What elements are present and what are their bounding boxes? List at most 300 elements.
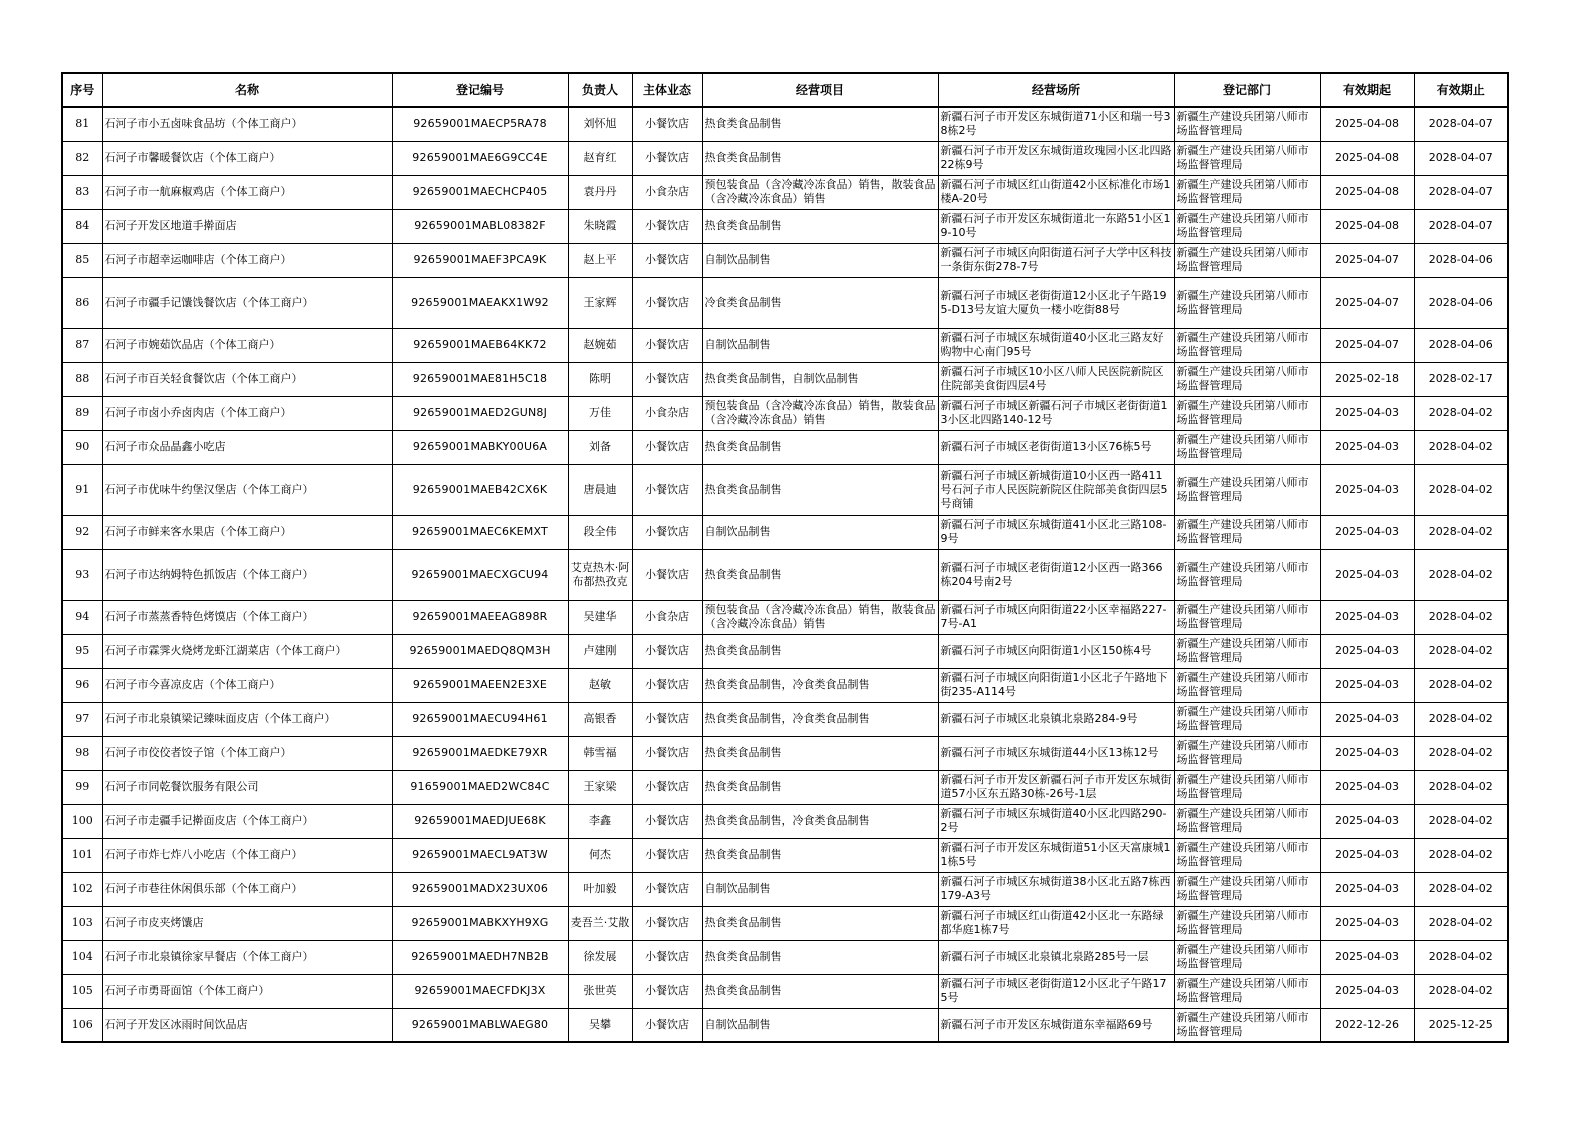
- cell-type: 小食杂店: [632, 175, 702, 209]
- cell-name: 石河子市勇哥面馆（个体工商户）: [102, 974, 392, 1008]
- cell-project: 预包装食品（含冷藏冷冻食品）销售，散装食品（含冷藏冷冻食品）销售: [702, 600, 938, 634]
- cell-name: 石河子市皮夹烤馕店: [102, 906, 392, 940]
- cell-seq: 87: [62, 328, 102, 362]
- cell-code: 92659001MAEDJUE68K: [392, 804, 568, 838]
- cell-person: 张世英: [568, 974, 632, 1008]
- table-row: [62, 430, 1508, 464]
- cell-name: 石河子市卤小乔卤肉店（个体工商户）: [102, 396, 392, 430]
- cell-seq: 91: [62, 464, 102, 515]
- cell-name: 石河子市同乾餐饮服务有限公司: [102, 770, 392, 804]
- cell-seq: 90: [62, 430, 102, 464]
- cell-type: 小餐饮店: [632, 906, 702, 940]
- cell-end: 2028-04-02: [1414, 906, 1508, 940]
- header-code: 登记编号: [392, 73, 568, 107]
- cell-project: 热食类食品制售，冷食类食品制售: [702, 804, 938, 838]
- cell-project: 热食类食品制售: [702, 906, 938, 940]
- cell-start: 2025-04-03: [1320, 974, 1414, 1008]
- cell-name: 石河子市小五卤味食品坊（个体工商户）: [102, 107, 392, 141]
- cell-type: 小餐饮店: [632, 362, 702, 396]
- cell-code: 92659001MAEB42CX6K: [392, 464, 568, 515]
- cell-dept: 新疆生产建设兵团第八师市场监督管理局: [1174, 838, 1320, 872]
- cell-end: 2028-04-02: [1414, 549, 1508, 600]
- table-row: [62, 362, 1508, 396]
- cell-project: 自制饮品制售: [702, 1008, 938, 1042]
- cell-project: 热食类食品制售: [702, 430, 938, 464]
- cell-project: 热食类食品制售: [702, 549, 938, 600]
- cell-project: 热食类食品制售，冷食类食品制售: [702, 668, 938, 702]
- cell-type: 小餐饮店: [632, 668, 702, 702]
- cell-seq: 105: [62, 974, 102, 1008]
- cell-start: 2025-04-03: [1320, 940, 1414, 974]
- cell-code: 92659001MAEDQ8QM3H: [392, 634, 568, 668]
- table-row: [62, 277, 1508, 328]
- cell-dept: 新疆生产建设兵团第八师市场监督管理局: [1174, 549, 1320, 600]
- cell-project: 自制饮品制售: [702, 515, 938, 549]
- table-row: [62, 668, 1508, 702]
- cell-place: 新疆石河子市城区新疆石河子市城区老街街道13小区北四路140-12号: [938, 396, 1174, 430]
- table-row: [62, 974, 1508, 1008]
- cell-start: 2025-02-18: [1320, 362, 1414, 396]
- cell-end: 2028-04-02: [1414, 804, 1508, 838]
- cell-code: 92659001MABL08382F: [392, 209, 568, 243]
- cell-place: 新疆石河子市城区向阳街道1小区150栋4号: [938, 634, 1174, 668]
- cell-dept: 新疆生产建设兵团第八师市场监督管理局: [1174, 600, 1320, 634]
- cell-end: 2028-04-07: [1414, 107, 1508, 141]
- cell-code: 92659001MAEC6KEMXT: [392, 515, 568, 549]
- table-row: [62, 549, 1508, 600]
- cell-person: 朱晓霞: [568, 209, 632, 243]
- cell-end: 2028-04-02: [1414, 396, 1508, 430]
- table-row: [62, 940, 1508, 974]
- cell-seq: 84: [62, 209, 102, 243]
- table-row: [62, 209, 1508, 243]
- header-seq: 序号: [62, 73, 102, 107]
- cell-start: 2025-04-08: [1320, 141, 1414, 175]
- cell-seq: 92: [62, 515, 102, 549]
- cell-project: 热食类食品制售，冷食类食品制售: [702, 702, 938, 736]
- cell-start: 2025-04-03: [1320, 736, 1414, 770]
- cell-project: 预包装食品（含冷藏冷冻食品）销售，散装食品（含冷藏冷冻食品）销售: [702, 396, 938, 430]
- cell-name: 石河子市达纳姆特色抓饭店（个体工商户）: [102, 549, 392, 600]
- cell-type: 小餐饮店: [632, 107, 702, 141]
- header-name: 名称: [102, 73, 392, 107]
- cell-dept: 新疆生产建设兵团第八师市场监督管理局: [1174, 702, 1320, 736]
- cell-end: 2028-04-06: [1414, 243, 1508, 277]
- cell-seq: 85: [62, 243, 102, 277]
- license-table-container: [61, 72, 1507, 1043]
- cell-type: 小餐饮店: [632, 804, 702, 838]
- cell-start: 2025-04-03: [1320, 804, 1414, 838]
- table-row: [62, 702, 1508, 736]
- header-type: 主体业态: [632, 73, 702, 107]
- table-row: [62, 175, 1508, 209]
- header-end: 有效期止: [1414, 73, 1508, 107]
- table-row: [62, 515, 1508, 549]
- cell-start: 2025-04-07: [1320, 328, 1414, 362]
- cell-dept: 新疆生产建设兵团第八师市场监督管理局: [1174, 362, 1320, 396]
- cell-person: 艾克热木·阿布都热孜克: [568, 549, 632, 600]
- cell-project: 冷食类食品制售: [702, 277, 938, 328]
- cell-dept: 新疆生产建设兵团第八师市场监督管理局: [1174, 328, 1320, 362]
- cell-type: 小餐饮店: [632, 702, 702, 736]
- cell-type: 小餐饮店: [632, 974, 702, 1008]
- table-row: [62, 770, 1508, 804]
- cell-project: 热食类食品制售: [702, 736, 938, 770]
- cell-end: 2028-04-02: [1414, 736, 1508, 770]
- table-row: [62, 328, 1508, 362]
- cell-end: 2028-04-02: [1414, 634, 1508, 668]
- table-row: [62, 838, 1508, 872]
- cell-code: 92659001MAEB64KK72: [392, 328, 568, 362]
- cell-type: 小食杂店: [632, 396, 702, 430]
- cell-dept: 新疆生产建设兵团第八师市场监督管理局: [1174, 209, 1320, 243]
- cell-dept: 新疆生产建设兵团第八师市场监督管理局: [1174, 770, 1320, 804]
- cell-dept: 新疆生产建设兵团第八师市场监督管理局: [1174, 430, 1320, 464]
- cell-project: 自制饮品制售: [702, 243, 938, 277]
- cell-place: 新疆石河子市城区北泉镇北泉路285号一层: [938, 940, 1174, 974]
- cell-person: 陈明: [568, 362, 632, 396]
- table-row: [62, 1008, 1508, 1042]
- cell-seq: 97: [62, 702, 102, 736]
- header-person: 负责人: [568, 73, 632, 107]
- cell-seq: 106: [62, 1008, 102, 1042]
- cell-start: 2025-04-08: [1320, 107, 1414, 141]
- header-start: 有效期起: [1320, 73, 1414, 107]
- cell-start: 2025-04-03: [1320, 600, 1414, 634]
- table-row: [62, 872, 1508, 906]
- cell-place: 新疆石河子市开发区东城街道71小区和瑞一号38栋2号: [938, 107, 1174, 141]
- cell-code: 92659001MABLWAEG80: [392, 1008, 568, 1042]
- cell-code: 92659001MAECL9AT3W: [392, 838, 568, 872]
- cell-code: 92659001MAECXGCU94: [392, 549, 568, 600]
- cell-end: 2028-04-02: [1414, 464, 1508, 515]
- cell-seq: 101: [62, 838, 102, 872]
- cell-place: 新疆石河子市开发区东城街道玫瑰园小区北四路22栋9号: [938, 141, 1174, 175]
- cell-seq: 93: [62, 549, 102, 600]
- table-row: [62, 464, 1508, 515]
- cell-end: 2028-04-02: [1414, 515, 1508, 549]
- cell-name: 石河子市巷往休闲俱乐部（个体工商户）: [102, 872, 392, 906]
- cell-seq: 98: [62, 736, 102, 770]
- cell-type: 小餐饮店: [632, 430, 702, 464]
- cell-code: 92659001MAED2GUN8J: [392, 396, 568, 430]
- cell-start: 2025-04-03: [1320, 770, 1414, 804]
- cell-type: 小餐饮店: [632, 634, 702, 668]
- cell-name: 石河子市超幸运咖啡店（个体工商户）: [102, 243, 392, 277]
- cell-start: 2025-04-07: [1320, 277, 1414, 328]
- cell-dept: 新疆生产建设兵团第八师市场监督管理局: [1174, 141, 1320, 175]
- cell-dept: 新疆生产建设兵团第八师市场监督管理局: [1174, 974, 1320, 1008]
- table-row: [62, 141, 1508, 175]
- cell-person: 唐晨迪: [568, 464, 632, 515]
- cell-dept: 新疆生产建设兵团第八师市场监督管理局: [1174, 940, 1320, 974]
- cell-place: 新疆石河子市城区北泉镇北泉路284-9号: [938, 702, 1174, 736]
- cell-end: 2028-04-02: [1414, 838, 1508, 872]
- table-row: [62, 243, 1508, 277]
- cell-name: 石河子市婉茹饮品店（个体工商户）: [102, 328, 392, 362]
- cell-code: 92659001MAEF3PCA9K: [392, 243, 568, 277]
- cell-code: 92659001MAECFDKJ3X: [392, 974, 568, 1008]
- cell-person: 刘怀旭: [568, 107, 632, 141]
- cell-seq: 103: [62, 906, 102, 940]
- cell-seq: 82: [62, 141, 102, 175]
- cell-end: 2028-04-02: [1414, 940, 1508, 974]
- cell-person: 赵上平: [568, 243, 632, 277]
- table-row: [62, 634, 1508, 668]
- cell-project: 热食类食品制售: [702, 107, 938, 141]
- cell-place: 新疆石河子市开发区新疆石河子市开发区东城街道57小区东五路30栋-26号-1层: [938, 770, 1174, 804]
- cell-type: 小餐饮店: [632, 940, 702, 974]
- cell-place: 新疆石河子市开发区东城街道51小区天富康城11栋5号: [938, 838, 1174, 872]
- cell-seq: 96: [62, 668, 102, 702]
- cell-project: 自制饮品制售: [702, 872, 938, 906]
- cell-code: 92659001MABKXYH9XG: [392, 906, 568, 940]
- cell-dept: 新疆生产建设兵团第八师市场监督管理局: [1174, 243, 1320, 277]
- cell-name: 石河子市众品晶鑫小吃店: [102, 430, 392, 464]
- cell-code: 91659001MAED2WC84C: [392, 770, 568, 804]
- cell-start: 2025-04-03: [1320, 668, 1414, 702]
- cell-end: 2028-04-07: [1414, 209, 1508, 243]
- cell-seq: 100: [62, 804, 102, 838]
- table-row: [62, 107, 1508, 141]
- cell-name: 石河子开发区冰雨时间饮品店: [102, 1008, 392, 1042]
- header-project: 经营项目: [702, 73, 938, 107]
- cell-person: 叶加毅: [568, 872, 632, 906]
- cell-type: 小餐饮店: [632, 277, 702, 328]
- cell-dept: 新疆生产建设兵团第八师市场监督管理局: [1174, 736, 1320, 770]
- license-table: [61, 72, 1509, 1043]
- table-row: [62, 804, 1508, 838]
- cell-end: 2028-04-02: [1414, 974, 1508, 1008]
- cell-place: 新疆石河子市城区红山街道42小区标准化市场1楼A-20号: [938, 175, 1174, 209]
- cell-person: 李鑫: [568, 804, 632, 838]
- cell-person: 万佳: [568, 396, 632, 430]
- cell-project: 热食类食品制售: [702, 634, 938, 668]
- cell-end: 2028-04-07: [1414, 175, 1508, 209]
- cell-name: 石河子市馨暖餐饮店（个体工商户）: [102, 141, 392, 175]
- cell-place: 新疆石河子市开发区东城街道东幸福路69号: [938, 1008, 1174, 1042]
- cell-type: 小食杂店: [632, 600, 702, 634]
- cell-person: 段全伟: [568, 515, 632, 549]
- cell-project: 热食类食品制售: [702, 209, 938, 243]
- cell-type: 小餐饮店: [632, 243, 702, 277]
- cell-code: 92659001MAECU94H61: [392, 702, 568, 736]
- cell-end: 2028-04-06: [1414, 277, 1508, 328]
- cell-name: 石河子市蒸蒸香特色烤馍店（个体工商户）: [102, 600, 392, 634]
- cell-end: 2028-04-02: [1414, 430, 1508, 464]
- cell-place: 新疆石河子市城区东城街道44小区13栋12号: [938, 736, 1174, 770]
- cell-name: 石河子市佼佼者饺子馆（个体工商户）: [102, 736, 392, 770]
- cell-code: 92659001MAECP5RA78: [392, 107, 568, 141]
- cell-end: 2028-04-02: [1414, 872, 1508, 906]
- cell-code: 92659001MAEEN2E3XE: [392, 668, 568, 702]
- cell-start: 2025-04-03: [1320, 464, 1414, 515]
- cell-start: 2025-04-03: [1320, 515, 1414, 549]
- cell-code: 92659001MABKY00U6A: [392, 430, 568, 464]
- cell-type: 小餐饮店: [632, 549, 702, 600]
- cell-type: 小餐饮店: [632, 328, 702, 362]
- cell-place: 新疆石河子市城区东城街道40小区北四路290-2号: [938, 804, 1174, 838]
- cell-dept: 新疆生产建设兵团第八师市场监督管理局: [1174, 277, 1320, 328]
- cell-name: 石河子市今喜凉皮店（个体工商户）: [102, 668, 392, 702]
- cell-start: 2025-04-03: [1320, 634, 1414, 668]
- cell-type: 小餐饮店: [632, 736, 702, 770]
- cell-seq: 81: [62, 107, 102, 141]
- header-place: 经营场所: [938, 73, 1174, 107]
- cell-place: 新疆石河子市城区老街街道13小区76栋5号: [938, 430, 1174, 464]
- table-body: [62, 107, 1508, 1042]
- cell-code: 92659001MAE6G9CC4E: [392, 141, 568, 175]
- cell-end: 2028-02-17: [1414, 362, 1508, 396]
- cell-start: 2025-04-03: [1320, 838, 1414, 872]
- cell-name: 石河子市霖霁火烧烤龙虾江湖菜店（个体工商户）: [102, 634, 392, 668]
- cell-start: 2025-04-08: [1320, 209, 1414, 243]
- cell-name: 石河子市一航麻椒鸡店（个体工商户）: [102, 175, 392, 209]
- table-header-row: [62, 73, 1508, 107]
- cell-name: 石河子市北泉镇徐家早餐店（个体工商户）: [102, 940, 392, 974]
- cell-name: 石河子市优味牛约堡汉堡店（个体工商户）: [102, 464, 392, 515]
- cell-place: 新疆石河子市城区东城街道41小区北三路108-9号: [938, 515, 1174, 549]
- cell-dept: 新疆生产建设兵团第八师市场监督管理局: [1174, 107, 1320, 141]
- cell-person: 王家辉: [568, 277, 632, 328]
- cell-dept: 新疆生产建设兵团第八师市场监督管理局: [1174, 175, 1320, 209]
- cell-end: 2028-04-02: [1414, 770, 1508, 804]
- cell-project: 自制饮品制售: [702, 328, 938, 362]
- cell-start: 2025-04-03: [1320, 549, 1414, 600]
- cell-place: 新疆石河子市城区红山街道42小区北一东路绿都华庭1栋7号: [938, 906, 1174, 940]
- cell-dept: 新疆生产建设兵团第八师市场监督管理局: [1174, 634, 1320, 668]
- cell-place: 新疆石河子市城区老街街道12小区西一路366栋204号南2号: [938, 549, 1174, 600]
- cell-end: 2028-04-06: [1414, 328, 1508, 362]
- cell-end: 2028-04-02: [1414, 668, 1508, 702]
- cell-start: 2025-04-08: [1320, 175, 1414, 209]
- cell-seq: 104: [62, 940, 102, 974]
- cell-type: 小餐饮店: [632, 464, 702, 515]
- cell-type: 小餐饮店: [632, 838, 702, 872]
- cell-start: 2025-04-03: [1320, 872, 1414, 906]
- cell-end: 2028-04-02: [1414, 702, 1508, 736]
- cell-start: 2025-04-07: [1320, 243, 1414, 277]
- cell-project: 热食类食品制售，自制饮品制售: [702, 362, 938, 396]
- cell-end: 2025-12-25: [1414, 1008, 1508, 1042]
- cell-seq: 86: [62, 277, 102, 328]
- cell-dept: 新疆生产建设兵团第八师市场监督管理局: [1174, 396, 1320, 430]
- cell-place: 新疆石河子市城区向阳街道22小区幸福路227-7号-A1: [938, 600, 1174, 634]
- cell-seq: 83: [62, 175, 102, 209]
- cell-name: 石河子市走疆手记擀面皮店（个体工商户）: [102, 804, 392, 838]
- cell-start: 2025-04-03: [1320, 906, 1414, 940]
- cell-end: 2028-04-02: [1414, 600, 1508, 634]
- cell-code: 92659001MAEEAG898R: [392, 600, 568, 634]
- cell-person: 吴攀: [568, 1008, 632, 1042]
- cell-project: 热食类食品制售: [702, 838, 938, 872]
- cell-start: 2025-04-03: [1320, 396, 1414, 430]
- cell-place: 新疆石河子市城区10小区八师人民医院新院区住院部美食街四层4号: [938, 362, 1174, 396]
- cell-type: 小餐饮店: [632, 770, 702, 804]
- cell-name: 石河子市北泉镇梁记臻味面皮店（个体工商户）: [102, 702, 392, 736]
- cell-place: 新疆石河子市城区东城街道40小区北三路友好购物中心南门95号: [938, 328, 1174, 362]
- cell-project: 热食类食品制售: [702, 940, 938, 974]
- cell-place: 新疆石河子市城区新城街道10小区西一路411号石河子市人民医院新院区住院部美食街四层5号商铺: [938, 464, 1174, 515]
- cell-place: 新疆石河子市开发区东城街道北一东路51小区19-10号: [938, 209, 1174, 243]
- header-dept: 登记部门: [1174, 73, 1320, 107]
- cell-seq: 94: [62, 600, 102, 634]
- cell-name: 石河子市炸七炸八小吃店（个体工商户）: [102, 838, 392, 872]
- cell-code: 92659001MAE81H5C18: [392, 362, 568, 396]
- cell-person: 赵育红: [568, 141, 632, 175]
- cell-place: 新疆石河子市城区老街街道12小区北子午路195-D13号友谊大厦负一楼小吃街88号: [938, 277, 1174, 328]
- table-row: [62, 736, 1508, 770]
- table-row: [62, 396, 1508, 430]
- cell-seq: 99: [62, 770, 102, 804]
- cell-project: 热食类食品制售: [702, 974, 938, 1008]
- cell-code: 92659001MAEDH7NB2B: [392, 940, 568, 974]
- cell-dept: 新疆生产建设兵团第八师市场监督管理局: [1174, 668, 1320, 702]
- cell-project: 预包装食品（含冷藏冷冻食品）销售，散装食品（含冷藏冷冻食品）销售: [702, 175, 938, 209]
- cell-code: 92659001MAECHCP405: [392, 175, 568, 209]
- cell-person: 赵敏: [568, 668, 632, 702]
- cell-dept: 新疆生产建设兵团第八师市场监督管理局: [1174, 1008, 1320, 1042]
- cell-place: 新疆石河子市城区向阳街道石河子大学中区科技一条街东街278-7号: [938, 243, 1174, 277]
- cell-code: 92659001MAEDKE79XR: [392, 736, 568, 770]
- cell-project: 热食类食品制售: [702, 770, 938, 804]
- cell-name: 石河子市鲜来客水果店（个体工商户）: [102, 515, 392, 549]
- cell-code: 92659001MADX23UX06: [392, 872, 568, 906]
- cell-dept: 新疆生产建设兵团第八师市场监督管理局: [1174, 872, 1320, 906]
- cell-person: 吴建华: [568, 600, 632, 634]
- cell-seq: 88: [62, 362, 102, 396]
- cell-seq: 95: [62, 634, 102, 668]
- cell-type: 小餐饮店: [632, 209, 702, 243]
- cell-dept: 新疆生产建设兵团第八师市场监督管理局: [1174, 804, 1320, 838]
- cell-name: 石河子市百关轻食餐饮店（个体工商户）: [102, 362, 392, 396]
- cell-name: 石河子市疆手记馕饯餐饮店（个体工商户）: [102, 277, 392, 328]
- cell-code: 92659001MAEAKX1W92: [392, 277, 568, 328]
- cell-dept: 新疆生产建设兵团第八师市场监督管理局: [1174, 906, 1320, 940]
- cell-dept: 新疆生产建设兵团第八师市场监督管理局: [1174, 515, 1320, 549]
- cell-type: 小餐饮店: [632, 1008, 702, 1042]
- cell-person: 赵婉茹: [568, 328, 632, 362]
- cell-person: 麦吾兰·艾散: [568, 906, 632, 940]
- cell-person: 刘备: [568, 430, 632, 464]
- cell-end: 2028-04-07: [1414, 141, 1508, 175]
- cell-person: 高银香: [568, 702, 632, 736]
- cell-person: 何杰: [568, 838, 632, 872]
- cell-start: 2022-12-26: [1320, 1008, 1414, 1042]
- cell-seq: 89: [62, 396, 102, 430]
- cell-place: 新疆石河子市城区向阳街道1小区北子午路地下街235-A114号: [938, 668, 1174, 702]
- cell-seq: 102: [62, 872, 102, 906]
- cell-type: 小餐饮店: [632, 872, 702, 906]
- cell-dept: 新疆生产建设兵团第八师市场监督管理局: [1174, 464, 1320, 515]
- cell-person: 王家梁: [568, 770, 632, 804]
- cell-project: 热食类食品制售: [702, 464, 938, 515]
- cell-person: 袁丹丹: [568, 175, 632, 209]
- cell-place: 新疆石河子市城区东城街道38小区北五路7栋西179-A3号: [938, 872, 1174, 906]
- cell-person: 韩雪福: [568, 736, 632, 770]
- cell-type: 小餐饮店: [632, 515, 702, 549]
- cell-person: 徐发展: [568, 940, 632, 974]
- cell-place: 新疆石河子市城区老街街道12小区北子午路175号: [938, 974, 1174, 1008]
- cell-start: 2025-04-03: [1320, 430, 1414, 464]
- cell-type: 小餐饮店: [632, 141, 702, 175]
- cell-person: 卢建刚: [568, 634, 632, 668]
- cell-project: 热食类食品制售: [702, 141, 938, 175]
- table-row: [62, 600, 1508, 634]
- table-row: [62, 906, 1508, 940]
- cell-name: 石河子开发区地道手擀面店: [102, 209, 392, 243]
- cell-start: 2025-04-03: [1320, 702, 1414, 736]
